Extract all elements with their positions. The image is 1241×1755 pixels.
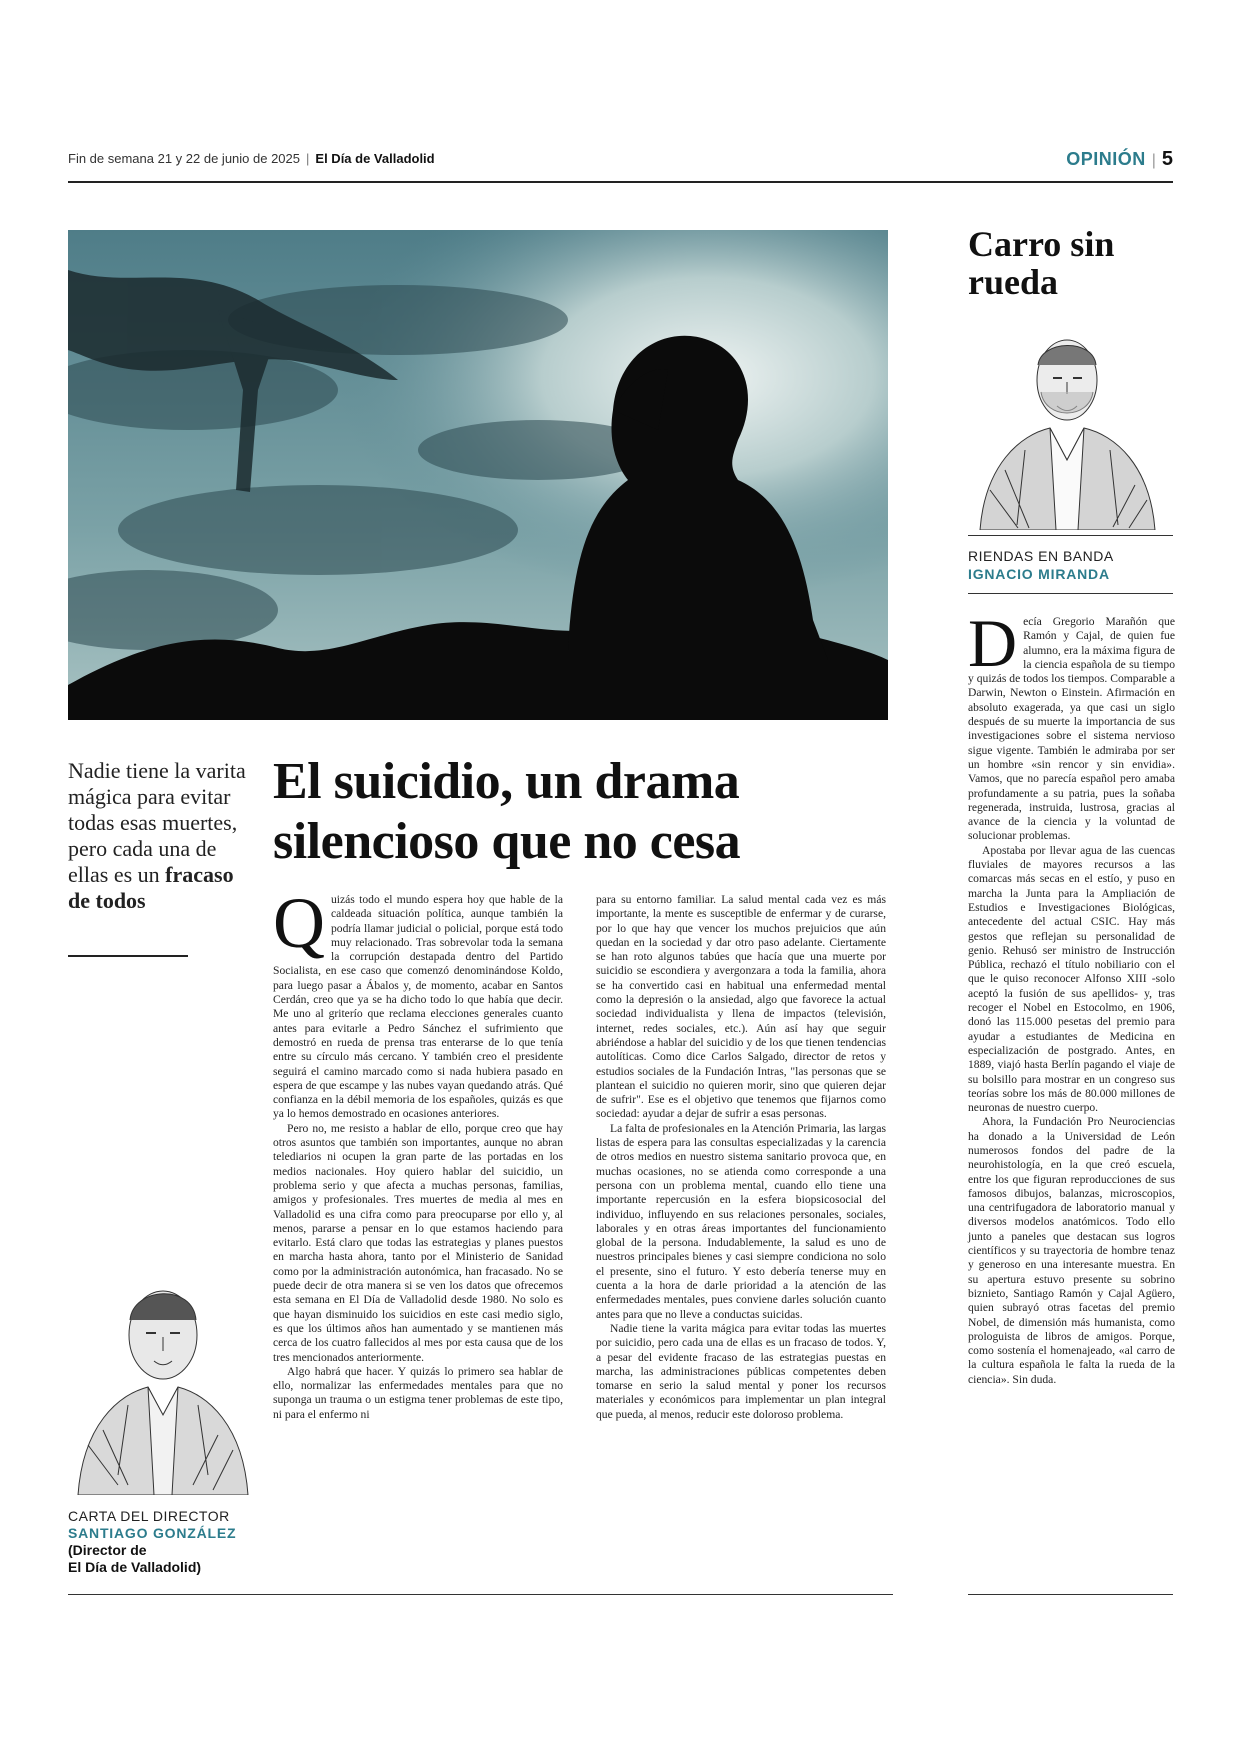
edition-date: Fin de semana 21 y 22 de junio de 2025 <box>68 151 301 166</box>
article-headline: El suicidio, un drama silencioso que no cesa <box>273 753 741 870</box>
byline-role: (Director de <box>68 1542 147 1558</box>
page-number: 5 <box>1161 148 1173 170</box>
byline-role: El Día de Valladolid) <box>68 1559 202 1575</box>
paragraph-text: uizás todo el mundo espera hoy que hable de la caldeada situación política, aunque también la podría llamar judicial o policial, porque está todo muy relacionado. Tras sobrevolar toda la semana la corrupción destapada dentro del Partido Socialista, en ese caso que comenzó denominándose Koldo, para luego pasar a Ábalos y, de momento, acabar en Santos Cerdán, creo que ya se ha dicho todo lo que había que decir. Me uno al griterío que reclama elecciones generales cuanto antes para evitarle a Pedro Sánchez el sufrimiento que demostró en rueda de prensa tras enterarse de lo que tenía entre su círculo más cercano. Y también creo el presidente seguirá el camino marcado como si nada hubiera pasado en espera de que escampe y las nubes vayan quedando atrás. Qué confianza en la débil memoria de los españoles, quizás es que ya lo hemos demostrado en ocasiones anteriores. <box>273 893 563 1121</box>
article-body-column-2 <box>596 893 886 1422</box>
page-header-left <box>68 151 435 166</box>
article-paragraph: La falta de profesionales en la Atención Primaria, las largas listas de espera para las consultas especializadas y la carencia de otros medios en nuestro sistema sanitario provoca que, en muchas ocasiones, no se atienda como corresponde a una persona con un problema mental, cuando ello tiene una importante repercusión en la esfera biopsicosocial del individuo, influyendo en sus relaciones personales, sociales, laborales y en otras áreas importantes del funcionamiento global de la persona. Indudablemente, la salud es uno de nuestros principales bienes y casi siempre condiciona no solo el presente, sino el futuro. Y esto debería tenerse muy en cuenta a la hora de darle prioridad a la atención de las enfermedades mentales, pues conviene darles solución cuanto antes para que no lleve a conductas suicidas. <box>596 1121 887 1321</box>
author-portrait <box>68 1265 258 1495</box>
article-photo <box>68 230 888 720</box>
column-title: Carro sin rueda <box>968 224 1115 302</box>
article-paragraph <box>273 883 563 1122</box>
drop-cap: Q <box>273 883 325 963</box>
header-separator: | <box>306 151 310 166</box>
column-author: IGNACIO MIRANDA <box>968 566 1110 582</box>
column-kicker: RIENDAS EN BANDA <box>968 548 1114 564</box>
columnist-portrait <box>975 320 1160 530</box>
pull-quote-emphasis: fracaso de todos <box>68 862 234 913</box>
column-rule <box>968 535 1173 536</box>
article-paragraph: Pero no, me resisto a hablar de ello, porque creo que hay otros asuntos que también son importantes, aunque no abran telediarios ni ocupen la gran parte de las portadas en los medios nacionales. Hoy quiero hablar del suicidio, un problema serio y que afecta a muchas personas, familias, amigos y profesionales. Tres muertes de media al mes en Valladolid es una cifra como para preocuparse por ello y, al menos, pararse a pensar en lo que estamos haciendo para evitarlo. Está claro que todas las estrategias y planes puestos en marcha hasta ahora, tanto por el Ministerio de Sanidad como por la administración autonómica, han fracasado. No se puede decir de otra manera si se ven los datos que ofrecemos esta semana en El Día de Valladolid desde 1980. No solo es que hayan disminuido los suicidios en este casi medio siglo, es que los últimos años han aumentado y se mantienen más cerca de los cuatro fallecidos al mes por esta causa que de los tres mencionados anteriormente. <box>273 1121 563 1364</box>
newspaper-name: El Día de Valladolid <box>315 151 435 166</box>
drop-cap: D <box>968 605 1018 681</box>
article-bottom-rule <box>68 1594 893 1595</box>
pull-quote-rule <box>68 955 188 957</box>
column-byline <box>968 547 1114 583</box>
paragraph-text: ecía Gregorio Marañón que Ramón y Cajal, de quien fue alumno, era la máxima figura de la ciencia española de su tiempo y quizás de todos los tiempos. Comparable a Darwin, Newton o Einstein. Afirmación en absoluto exagerada, ya que casi un siglo después de su muerte la importancia de sus investigaciones sobre el sistema nervioso sigue vigente. También le admiraba por ser un hombre «sin rencor y sin envidia». Vamos, que no parecía español pero amaba profundamente a su patria, pues la soñaba regenerada, instruida, lustrosa, gracias al avance de la ciencia y la voluntad de solucionar problemas. <box>968 615 1175 843</box>
column-paragraph: Apostaba por llevar agua de las cuencas fluviales de mayores recursos a las comarcas más secas en el estío, y puso en marcha la Junta para la Ampliación de Estudios e Investigaciones Biológicas, antecedente del actual CSIC. Hay más gestos que reflejan su personalidad de genio. Rehusó ser ministro de Instrucción Pública, rechazó el título nobiliario con el que le quiso reconocer Alfonso XIII -solo aceptó la fusión de sus apellidos- y, tras recoger el Nobel en Estocolmo, en 1906, donó las 115.000 pesetas del premio para ayudar a estudiantes de Medicina en especialización de postgrado. Antes, en 1889, viajó hasta Berlín pagando el viaje de su bolsillo para mostrar en un congreso sus teorías sobre los más de 80.000 millones de neuronas de nuestro cuerpo. <box>968 843 1175 1115</box>
column-rule <box>968 593 1173 594</box>
portrait-sketch <box>68 1265 258 1495</box>
column-paragraph <box>968 605 1175 844</box>
page-header-right <box>1066 148 1173 171</box>
byline-kicker: CARTA DEL DIRECTOR <box>68 1508 230 1524</box>
column-bottom-rule <box>968 1594 1173 1595</box>
article-paragraph: para su entorno familiar. La salud mental cada vez es más importante, la mente es susceptible de enfermar y de curarse, por lo que hay que vencer los muchos prejuicios que aún quedan en la sociedad y dar otro paso adelante. Ciertamente se han roto algunos tabúes que hacía que una muerte por suicidio se escondiera y avergonzara a toda la familia, ahora se ha convertido casi en habitual una enfermedad mental como la depresión o la ansiedad, algo que favorece la actual sociedad individualista y llena de impactos (televisión, internet, redes sociales, etc.). Aún así hay que seguir abriéndose a hablar del suicidio y de los que tienen tendencias autolíticas. Como dice Carlos Salgado, director de retos y estudios sociales de la Fundación Intras, "las personas que se plantean el suicidio no quieren morir, sino que quieren dejar de sufrir". Ese es el objetivo que tenemos que fijarnos como sociedad: ayudar a dejar de sufrir a esas personas. <box>596 893 886 1121</box>
article-paragraph: Algo habrá que hacer. Y quizás lo primero sea hablar de ello, normalizar las enfermedades mentales para que no suponga un trauma o un estigma tener problemas de este tipo, ni para el enfermo ni <box>273 1364 563 1421</box>
column-paragraph: Ahora, la Fundación Pro Neurociencias ha donado a la Universidad de León numerosos fondos del padre de la neurohistología, en la que creó escuela, entre los que figuran reproducciones de sus famosos dibujos, balanzas, microscopios, una centrifugadora de laboratorio manual y diversos modelos anatómicos. Todo ello junto a paneles que destacan sus logros científicos y su trayectoria de hombre tenaz y generoso en una interesante muestra. En su apertura estuvo presente su sobrino biznieto, Santiago Ramón y Cajal Agüero, quien subrayó otras facetas del premio Nobel, de dimensión más humanista, como prologuista de libros de amigos. Porque, como sostenía el homenajeado, «al carro de la cultura española le falta la rueda de la ciencia». Sin duda. <box>968 1115 1175 1386</box>
pull-quote <box>68 758 258 914</box>
article-paragraph: Nadie tiene la varita mágica para evitar todas las muertes por suicidio, pero cada una de ellas es un fracaso de todos. Y, a pesar del evidente fracaso de las estrategias puestas en marcha, las administraciones públicas competentes deben tomarse en serio la salud mental y poner los recursos materiales y económicos para implementar un plan integral que pueda, al menos, reducir este doloroso problema. <box>596 1321 886 1421</box>
column-body <box>968 605 1175 1387</box>
portrait-sketch <box>975 320 1160 530</box>
byline-author: SANTIAGO GONZÁLEZ <box>68 1525 237 1541</box>
silhouette-illustration <box>68 230 888 720</box>
section-separator: | <box>1151 152 1156 169</box>
article-byline <box>68 1508 268 1576</box>
pull-quote-text: Nadie tiene la varita mágica para evitar todas esas muertes, pero cada una de ellas es un <box>68 758 246 887</box>
article-body-column-1 <box>273 883 563 1422</box>
section-name: OPINIÓN <box>1066 149 1146 169</box>
header-rule <box>68 181 1173 183</box>
